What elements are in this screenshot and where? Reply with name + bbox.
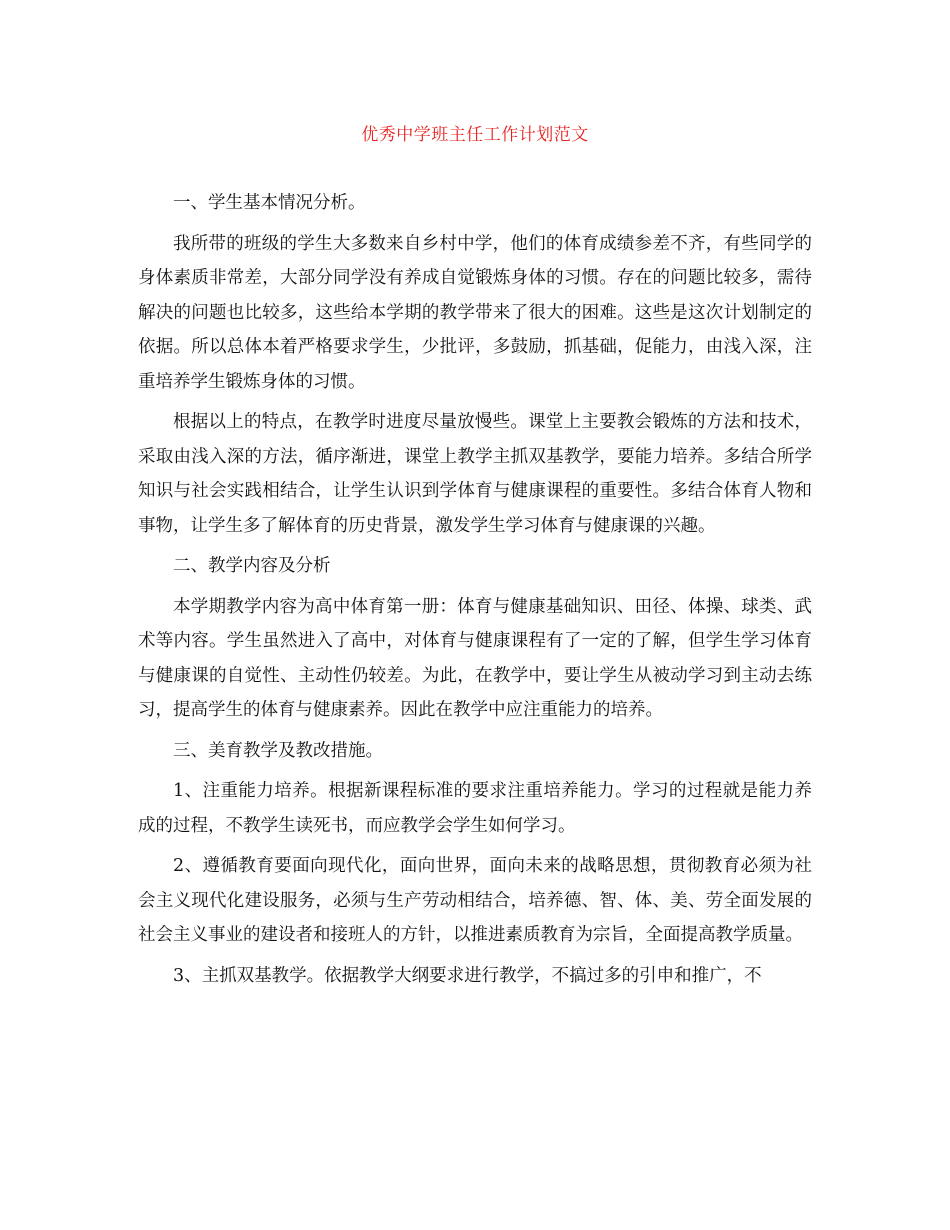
document-title: 优秀中学班主任工作计划范文: [361, 125, 589, 145]
document-body: [138, 186, 812, 999]
paragraph: 2、遵循教育要面向现代化，面向世界，面向未来的战略思想，贯彻教育必须为社会主义现代化建设服务，必须与生产劳动相结合，培养德、智、体、美、劳全面发展的社会主义事业的建设者和接班人的方针，以推进素质教育为宗旨，全面提高教学质量。: [138, 856, 812, 945]
paragraph: 3、主抓双基教学。依据教学大纲要求进行教学，不搞过多的引申和推广，不: [173, 965, 762, 986]
paragraph: 一、学生基本情况分析。: [173, 193, 366, 213]
paragraph: 二、教学内容及分析: [173, 556, 331, 576]
paragraph: 1、注重能力培养。根据新课程标准的要求注重培养能力。学习的过程就是能力养成的过程，不教学生读死书，而应教学会学生如何学习。: [138, 781, 812, 836]
paragraph: 我所带的班级的学生大多数来自乡村中学，他们的体育成绩参差不齐，有些同学的身体素质非常差，大部分同学没有养成自觉锻炼身体的习惯。存在的问题比较多，需待解决的问题也比较多，这些给本学期的教学带来了很大的困难。这些是这次计划制定的依据。所以总体本着严格要求学生，少批评，多鼓励，抓基础，促能力，由浅入深，注重培养学生锻炼身体的习惯。: [138, 233, 812, 392]
paragraph: 三、美育教学及教改措施。: [173, 740, 383, 761]
paragraph: 本学期教学内容为高中体育第一册：体育与健康基础知识、田径、体操、球类、武术等内容。学生虽然进入了高中，对体育与健康课程有了一定的了解，但学生学习体育与健康课的自觉性、主动性仍较差。为此，在教学中，要让学生从被动学习到主动去练习，提高学生的体育与健康素养。因此在教学中应注重能力的培养。: [138, 596, 812, 720]
paragraph: 根据以上的特点，在教学时进度尽量放慢些。课堂上主要教会锻炼的方法和技术，采取由浅入深的方法，循序渐进，课堂上教学主抓双基教学，要能力培养。多结合所学知识与社会实践相结合，让学生认识到学体育与健康课程的重要性。多结合体育人物和事物，让学生多了解体育的历史背景，激发学生学习体育与健康课的兴趣。: [138, 412, 812, 536]
